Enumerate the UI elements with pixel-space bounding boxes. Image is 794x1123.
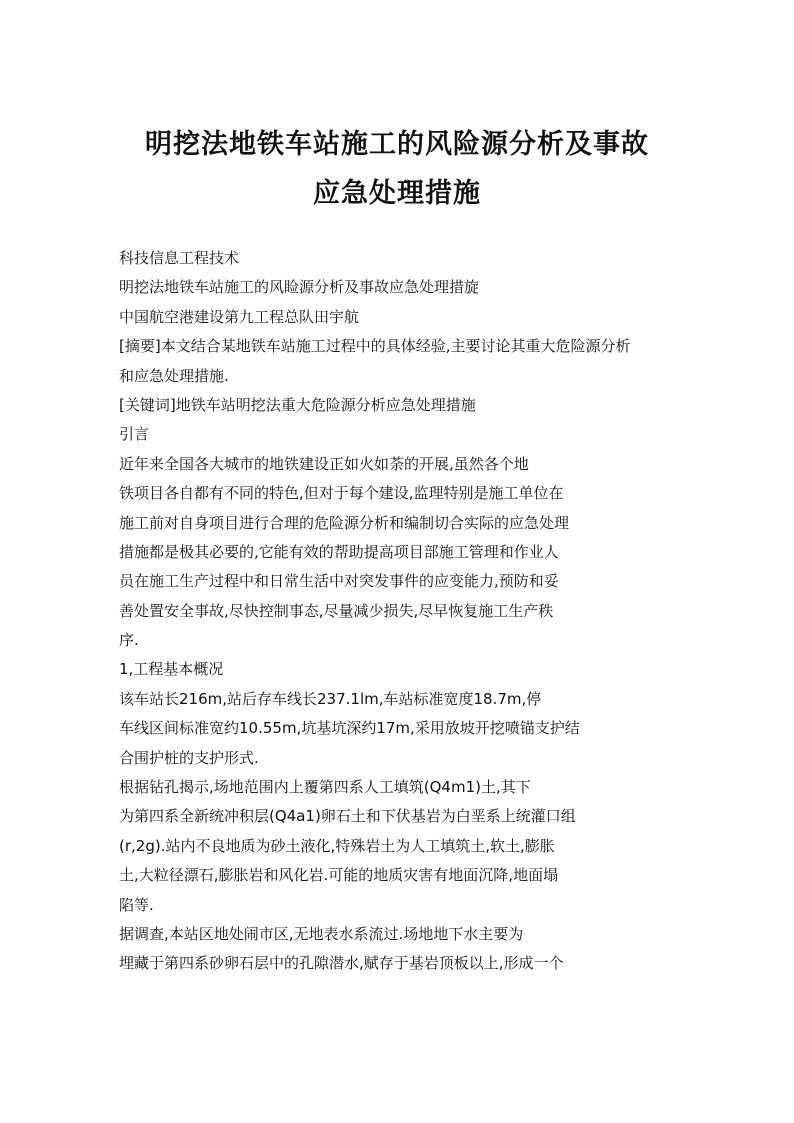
paragraph-line: 铁项目各自都有不同的特色,但对于每个建设,监理特别是施工单位在 bbox=[119, 484, 564, 503]
paragraph-line: 车线区间标准宽约10.55m,坑基坑深约17m,采用放坡开挖喷锚支护结 bbox=[119, 719, 580, 738]
document-title-line-2: 应急处理措施 bbox=[313, 178, 481, 209]
document-title-line-1: 明挖法地铁车站施工的风险源分析及事故 bbox=[145, 129, 649, 160]
paragraph-line: 善处置安全事故,尽快控制事态,尽量减少损失,尽早恢复施工生产秩 bbox=[119, 601, 554, 620]
paragraph-line: (r,2g).站内不良地质为砂土液化,特殊岩土为人工填筑土,软土,膨胀 bbox=[119, 836, 555, 855]
paragraph-line: 陷等. bbox=[119, 895, 154, 914]
paragraph-line: 据调查,本站区地处闹市区,无地表水系流过.场地地下水主要为 bbox=[119, 924, 524, 943]
section-heading-intro: 引言 bbox=[119, 425, 150, 444]
paragraph-line: 施工前对自身项目进行合理的危险源分析和编制切合实际的应急处理 bbox=[119, 513, 570, 532]
paragraph-line: 为第四系全新统冲积层(Q4a1)卵石土和下伏基岩为白垩系上统灌口组 bbox=[119, 807, 576, 826]
article-title-line: 明挖法地铁车站施工的风睑源分析及事故应急处理措旋 bbox=[119, 278, 480, 297]
paragraph-line: 根据钻孔揭示,场地范围内上覆第四系人工填筑(Q4m1)土,其下 bbox=[119, 778, 531, 797]
paragraph-line: 该车站长216m,站后存车线长237.1lm,车站标准宽度18.7m,停 bbox=[119, 689, 542, 708]
paragraph-line: 合围护桩的支护形式. bbox=[119, 748, 259, 767]
paragraph-line: 措施都是极其必要的,它能有效的帮助提高项目部施工管理和作业人 bbox=[119, 542, 559, 561]
paragraph-line: 序. bbox=[119, 631, 139, 650]
paragraph-line: 土,大粒径漂石,膨胀岩和风化岩.可能的地质灾害有地面沉降,地面塌 bbox=[119, 866, 559, 885]
document-body bbox=[119, 244, 719, 979]
paragraph-line: 埋藏于第四系砂卵石层中的孔隙潜水,赋存于基岩顶板以上,形成一个 bbox=[119, 954, 564, 973]
section-heading-overview: 1,工程基本概况 bbox=[119, 660, 224, 679]
abstract-line: [摘要]本文结合某地铁车站施工过程中的具体经验,主要讨论其重大危险源分析 bbox=[119, 337, 631, 356]
paragraph-line: 近年来全国各大城市的地铁建设正如火如荼的开展,虽然各个地 bbox=[119, 454, 529, 473]
keywords-line: [关键词]地铁车站明挖法重大危险源分析应急处理措施 bbox=[119, 395, 476, 414]
paragraph-line: 员在施工生产过程中和日常生活中对突发事件的应变能力,预防和妥 bbox=[119, 572, 559, 591]
author-line: 中国航空港建设第九工程总队田宇航 bbox=[119, 307, 360, 326]
source-line: 科技信息工程技术 bbox=[119, 249, 240, 267]
abstract-line: 和应急处理措施. bbox=[119, 366, 229, 385]
